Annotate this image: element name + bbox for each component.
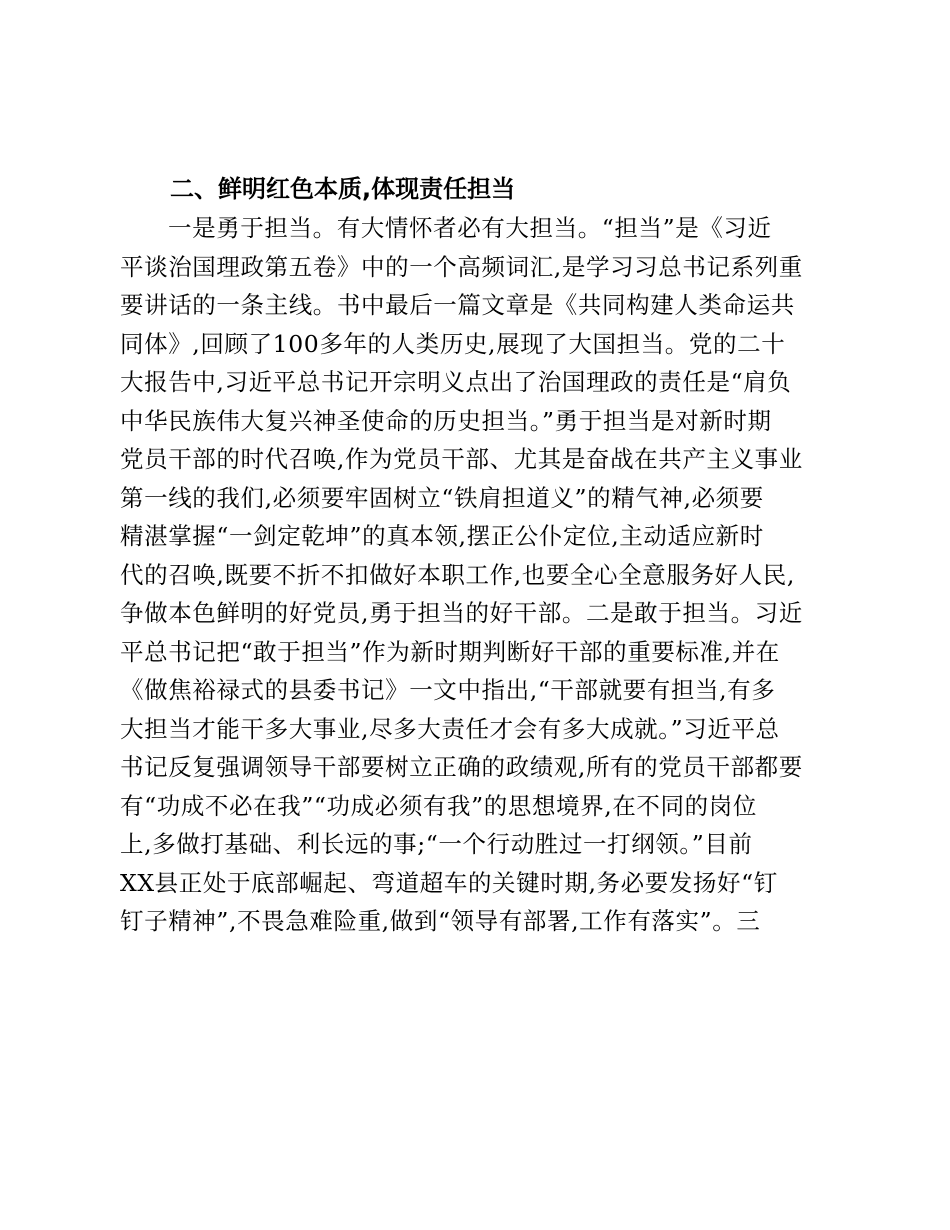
text-line: 《做焦裕禄式的县委书记》一文中指出,“干部就要有担当,有多 (120, 676, 776, 704)
text-line: 上,多做打基础、利长远的事;“一个行动胜过一打纲领。”目前 (120, 830, 753, 858)
text-line: 钉子精神”,不畏急难险重,做到“领导有部署,工作有落实”。三 (120, 907, 761, 935)
text-line: XX县正处于底部崛起、弯道超车的关键时期,务必要发扬好“钉 (120, 868, 778, 897)
text-line: 有“功成不必在我”“功成必须有我”的思想境界,在不同的岗位 (120, 791, 757, 820)
text-line: 代的召唤,既要不折不扣做好本职工作,也要全心全意服务好人民, (120, 560, 795, 589)
text-line: 中华民族伟大复兴神圣使命的历史担当。”勇于担当是对新时期 (120, 406, 772, 435)
body-paragraph (120, 209, 832, 941)
text-line: 平总书记把“敢于担当”作为新时期判断好干部的重要标准,并在 (120, 637, 780, 666)
text-line: 要讲话的一条主线。书中最后一篇文章是《共同构建人类命运共 (120, 291, 795, 319)
text-line: 平谈治国理政第五卷》中的一个高频词汇,是学习习总书记系列重 (120, 252, 803, 281)
text-line: 争做本色鲜明的好党员,勇于担当的好干部。二是敢于担当。习近 (120, 599, 803, 627)
section-heading: 二、鲜明红色本质,体现责任担当 (170, 175, 516, 203)
text-line: 精湛掌握“一剑定乾坤”的真本领,摆正公仆定位,主动适应新时 (120, 522, 764, 550)
text-line: 大担当才能干多大事业,尽多大责任才会有多大成就。”习近平总 (120, 714, 780, 743)
text-line: 同体》,回顾了100多年的人类历史,展现了大国担当。党的二十 (120, 329, 786, 358)
text-line: 一是勇于担当。有大情怀者必有大担当。“担当”是《习近 (168, 214, 772, 242)
text-line: 第一线的我们,必须要牢固树立“铁肩担道义”的精气神,必须要 (120, 483, 764, 512)
text-line: 党员干部的时代召唤,作为党员干部、尤其是奋战在共产主义事业 (120, 445, 803, 473)
text-line: 大报告中,习近平总书记开宗明义点出了治国理政的责任是“肩负 (120, 368, 792, 396)
text-line: 书记反复强调领导干部要树立正确的政绩观,所有的党员干部都要 (120, 753, 803, 781)
